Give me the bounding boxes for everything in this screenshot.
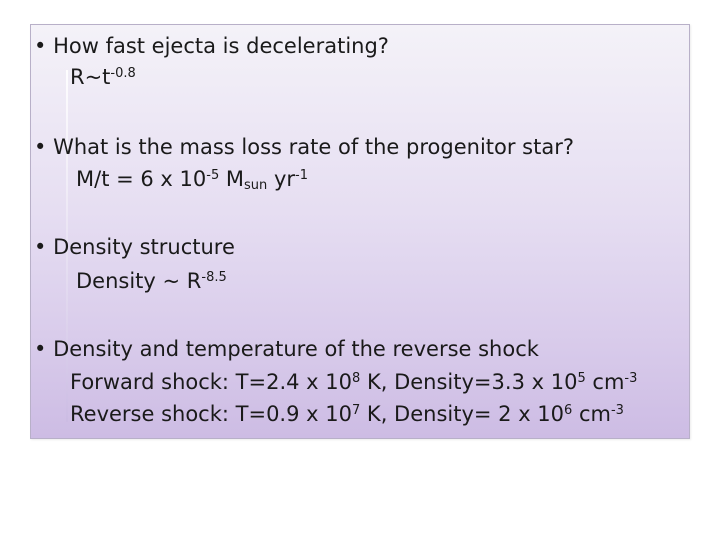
reverse-exp3: -3 [610, 403, 624, 418]
forward-part2: K, Density=3.3 x 10 [360, 370, 578, 394]
bullet-1: • [34, 34, 47, 58]
reverse-exp1: 7 [351, 403, 361, 418]
question-1 [34, 33, 389, 59]
question-4 [34, 336, 539, 362]
question-3-text: Density structure [53, 235, 235, 259]
forward-exp1: 8 [352, 371, 361, 386]
forward-exp2: 5 [577, 371, 586, 386]
forward-shock-line [70, 369, 637, 395]
answer-3-base: Density ~ R [76, 269, 202, 293]
reverse-exp2: 6 [564, 403, 573, 418]
bullet-4: • [34, 337, 47, 361]
answer-2-unit-exponent: -1 [295, 168, 308, 183]
reverse-part2: K, Density= 2 x 10 [360, 402, 565, 426]
answer-1-base: R~t [70, 65, 111, 89]
forward-part3: cm [585, 370, 625, 394]
question-1-text: How fast ejecta is decelerating? [53, 34, 389, 58]
question-3 [34, 234, 235, 260]
bullet-2: • [34, 135, 47, 159]
forward-exp3: -3 [624, 371, 638, 386]
answer-3-exponent: -8.5 [201, 270, 227, 285]
question-4-text: Density and temperature of the reverse shock [53, 337, 539, 361]
answer-3 [76, 268, 227, 294]
answer-2-exponent: -5 [206, 168, 220, 183]
reverse-shock-line [70, 401, 624, 427]
answer-2-subscript: sun [244, 178, 268, 193]
question-2-text: What is the mass loss rate of the progenitor star? [53, 135, 574, 159]
answer-1-exponent: -0.8 [110, 66, 136, 81]
answer-2-mass-symbol: M [219, 167, 245, 191]
answer-2 [76, 166, 308, 192]
question-2 [34, 134, 574, 160]
bullet-3: • [34, 235, 47, 259]
answer-2-prefix: M/t = 6 x 10 [76, 167, 207, 191]
forward-part1: Forward shock: T=2.4 x 10 [70, 370, 353, 394]
reverse-part3: cm [572, 402, 611, 426]
reverse-part1: Reverse shock: T=0.9 x 10 [70, 402, 352, 426]
answer-1 [70, 64, 136, 90]
answer-2-unit: yr [267, 167, 296, 191]
